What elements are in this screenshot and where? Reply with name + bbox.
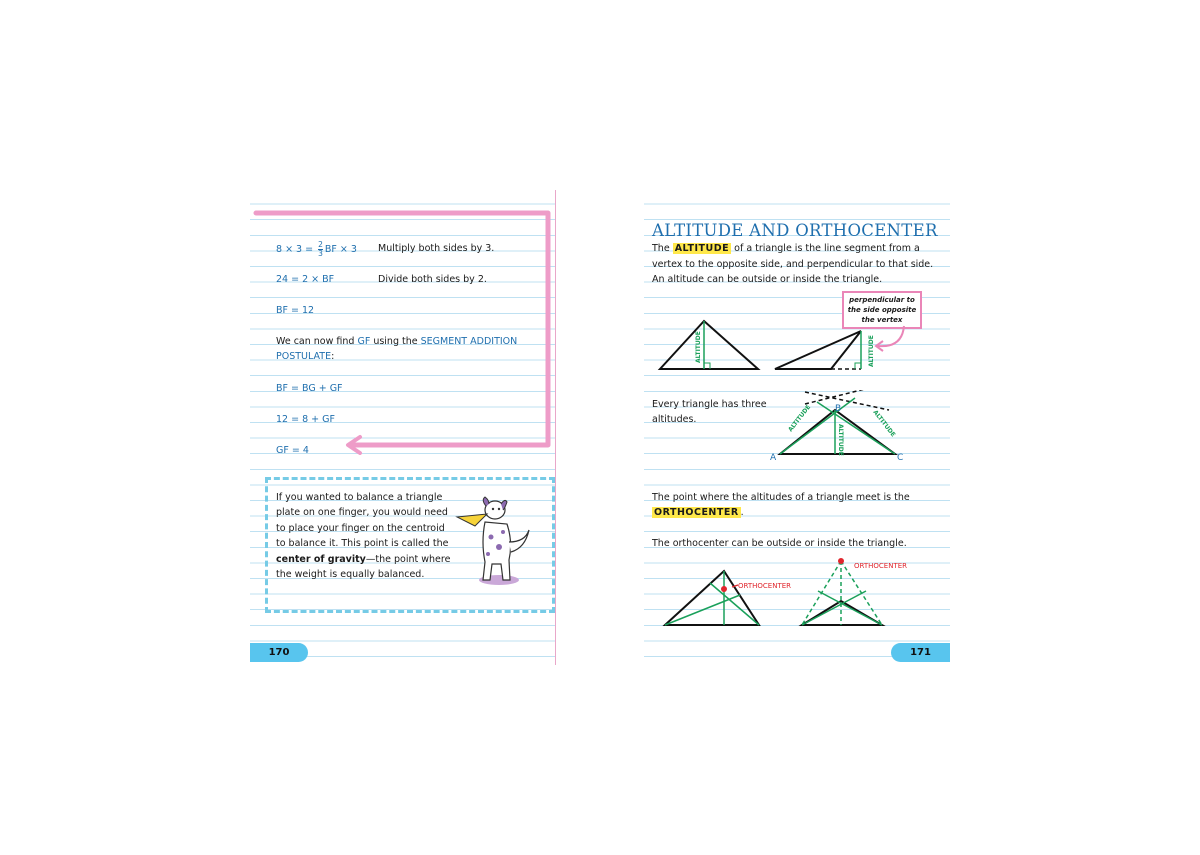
vertex-label-b: B — [835, 404, 842, 414]
tip-line3: to place your finger on the centroid — [276, 523, 445, 534]
eq-bf-bg-gf: BF = BG + GF — [276, 383, 343, 394]
altitude-label-b: ALTITUDE — [837, 424, 844, 456]
altitude-label-2: ALTITUDE — [868, 335, 875, 367]
orthocenter-line1: The point where the altitudes of a triangle meet is the — [652, 492, 910, 503]
orthocenter-line3: The orthocenter can be outside or inside the triangle. — [652, 538, 907, 549]
definition-line2: vertex to the opposite side, and perpendicular to that side. — [652, 259, 934, 270]
tip-line1: If you wanted to balance a triangle — [276, 492, 443, 503]
vertex-label-c: C — [897, 453, 904, 463]
book-gutter — [555, 190, 644, 665]
vertex-label-a: A — [770, 453, 777, 463]
orthocenter-label-1: ORTHOCENTER — [738, 582, 792, 590]
section-title: ALTITUDE AND ORTHOCENTER — [652, 221, 938, 240]
perpendicular-callout: perpendicular to the side opposite the vertex — [842, 291, 922, 329]
step1-note: Multiply both sides by 3. — [378, 243, 495, 254]
tip-line4: to balance it. This point is called the — [276, 538, 449, 549]
orthocenter-diagrams — [660, 553, 920, 631]
eq-gf-4: GF = 4 — [276, 445, 309, 456]
definition-line1: The ALTITUDE of a triangle is the line segment from a — [652, 243, 920, 254]
tip-line6: the weight is equally balanced. — [276, 569, 425, 580]
orthocenter-label-2: ORTHOCENTER — [854, 562, 908, 570]
step3-equation: BF = 12 — [276, 305, 315, 316]
altitude-label-1: ALTITUDE — [695, 331, 702, 363]
orthocenter-line2: ORTHOCENTER . — [654, 507, 744, 518]
step2-equation: 24 = 2 × BF — [276, 274, 335, 285]
page-number-170: 170 — [250, 643, 308, 662]
page-number-171: 171 — [891, 643, 950, 662]
step2-note: Divide both sides by 2. — [378, 274, 487, 285]
altitude-label-c: ALTITUDE — [871, 408, 897, 439]
step1-equation: 8 × 3 = $\frac{2}{3}$ BF × 3 — [276, 240, 357, 258]
eq-12-8-gf: 12 = 8 + GF — [276, 414, 335, 425]
altitude-label-a: ALTITUDE — [787, 403, 813, 434]
three-altitudes-diagram — [765, 390, 915, 465]
definition-line3: An altitude can be outside or inside the triangle. — [652, 274, 883, 285]
segment-text-line1: We can now find GF using the SEGMENT ADDITION — [276, 336, 518, 347]
altitude-triangles-diagram — [655, 315, 880, 375]
dog-balancing-triangle-icon — [455, 492, 535, 592]
tip-line2: plate on one finger, you would need — [276, 507, 448, 518]
tip-line5: center of gravity—the point where — [276, 554, 451, 565]
segment-text-line2: POSTULATE: — [276, 351, 335, 362]
three-altitudes-line2: altitudes. — [652, 414, 697, 425]
three-altitudes-line1: Every triangle has three — [652, 399, 767, 410]
